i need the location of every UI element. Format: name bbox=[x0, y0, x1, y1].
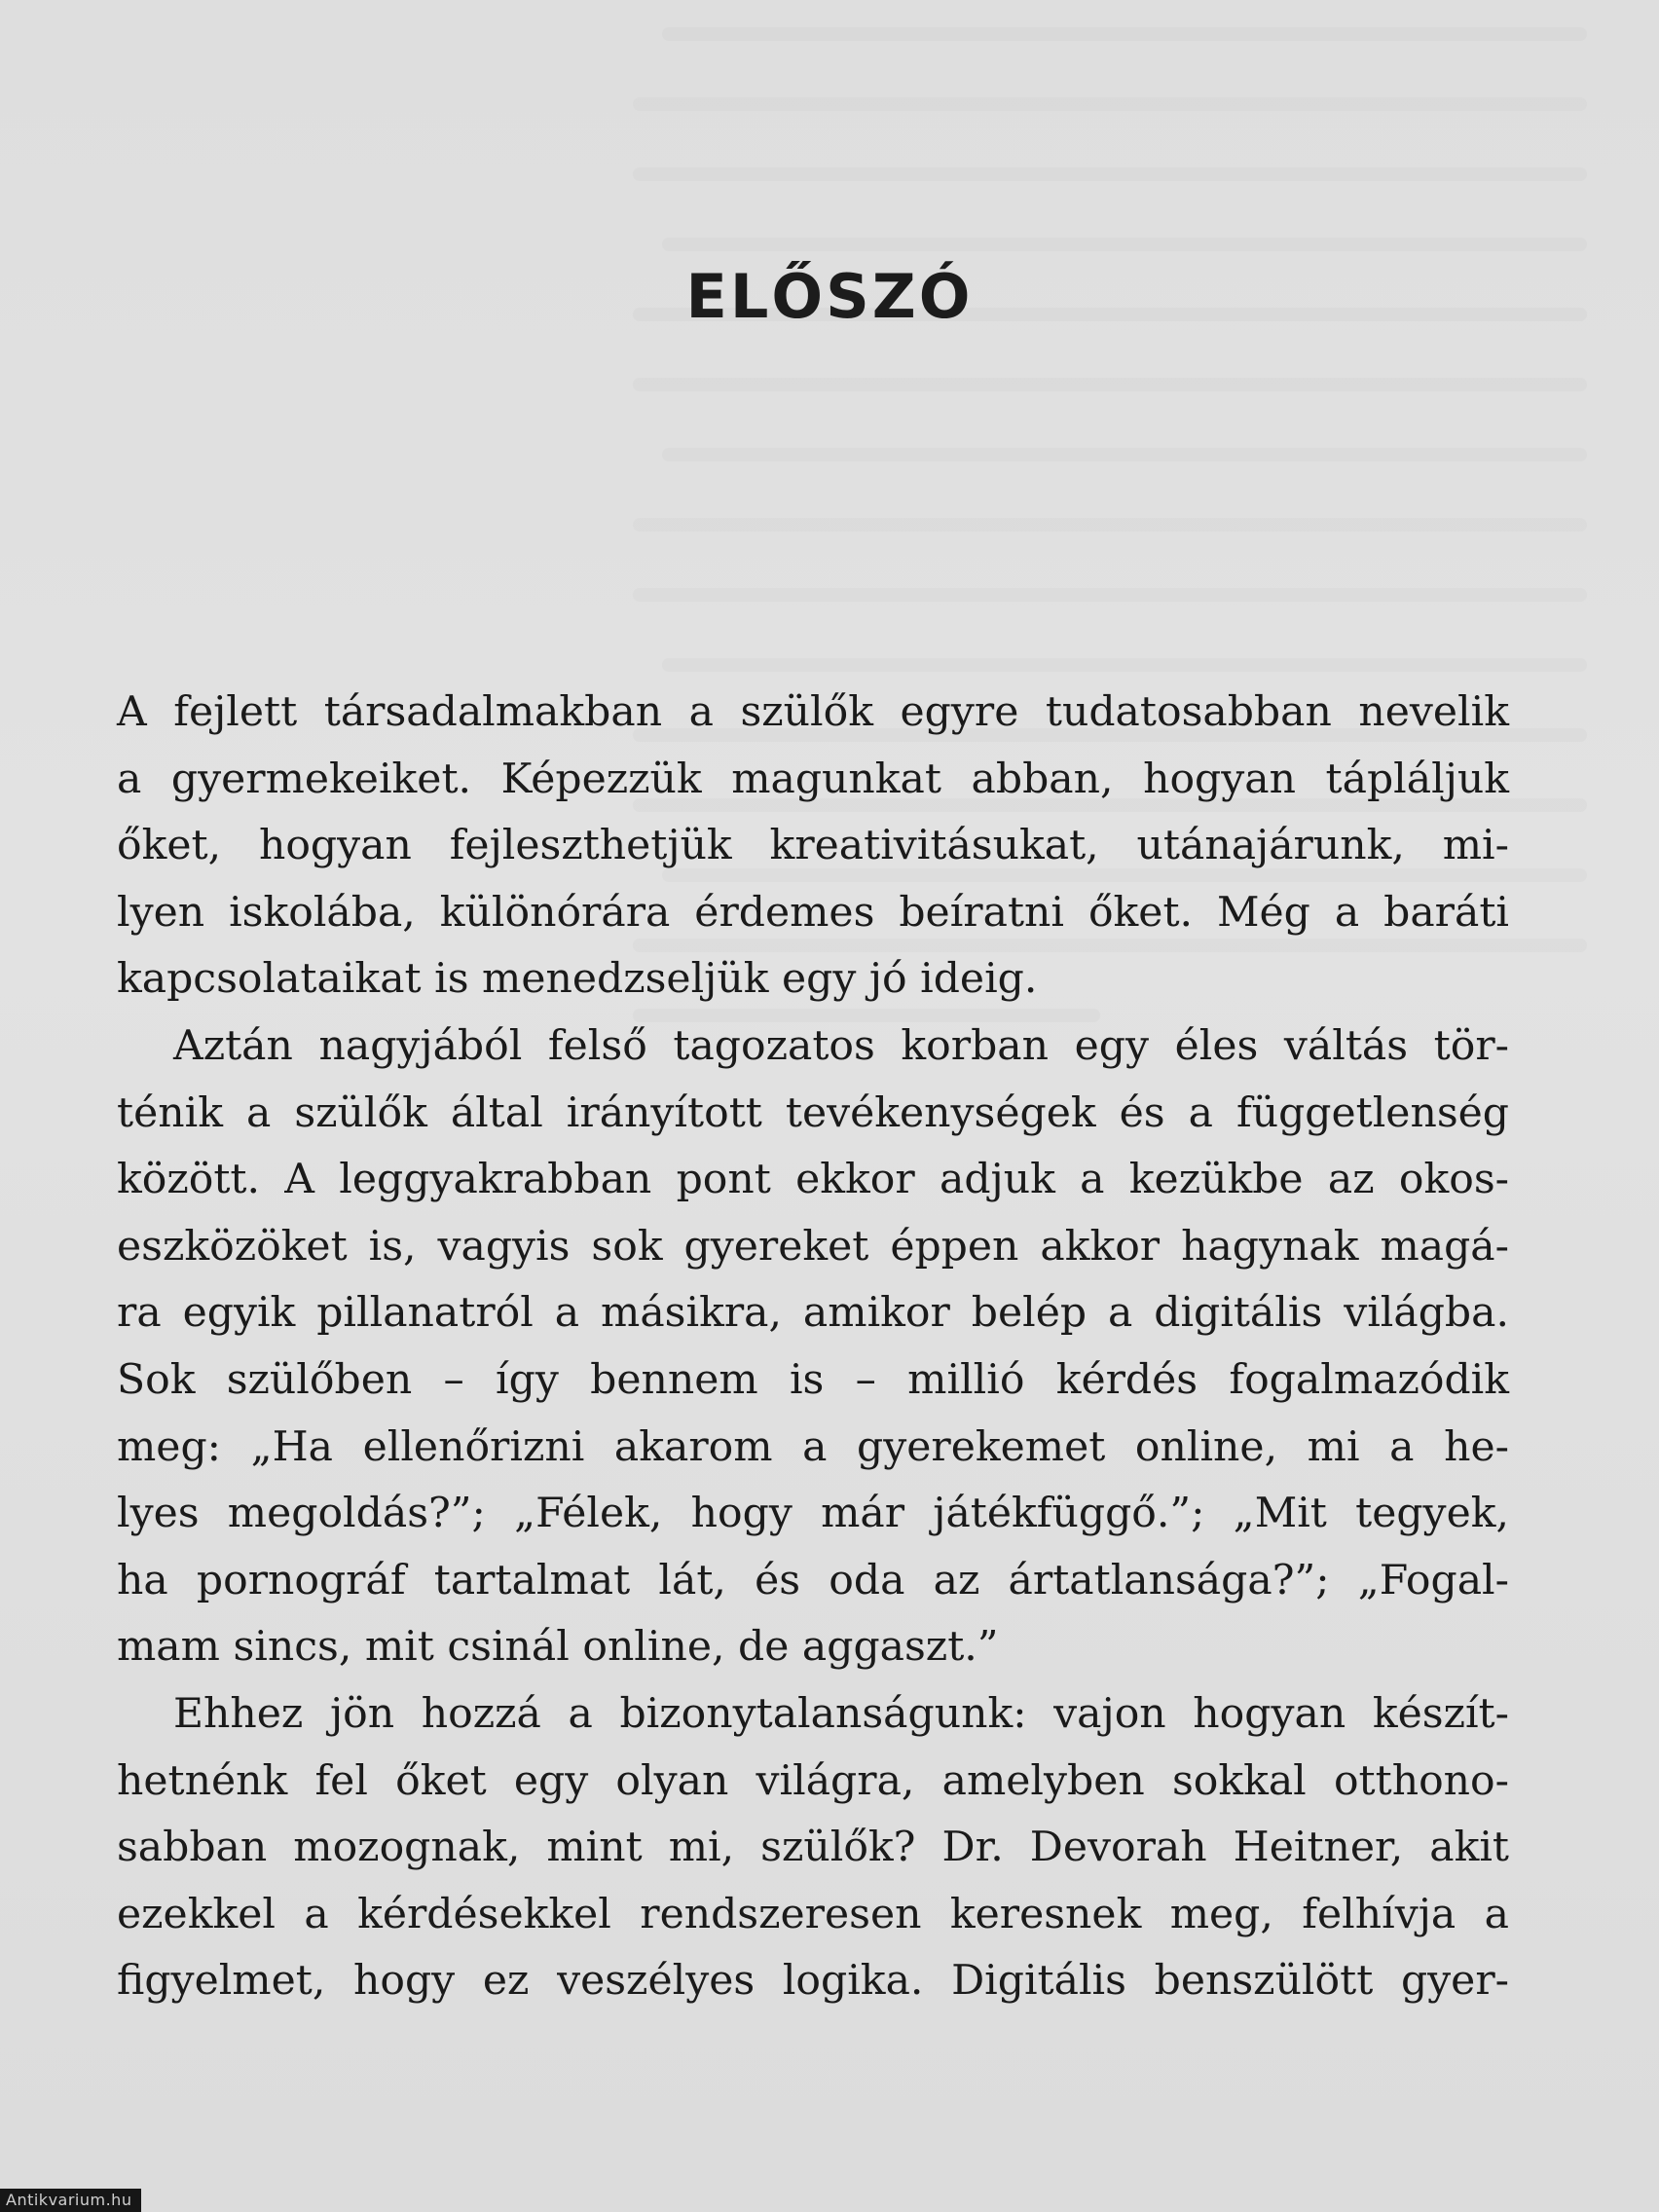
show-through-line bbox=[662, 448, 1587, 461]
text-line: a gyermekeiket. Képezzük magunkat abban, hogyan tápláljuk bbox=[117, 755, 1509, 803]
text-line: Aztán nagyjából felső tagozatos korban egy éles váltás tör- bbox=[173, 1021, 1509, 1070]
show-through-line bbox=[662, 658, 1587, 672]
text-line: ténik a szülők által irányított tevékenységek és a függetlenség bbox=[117, 1088, 1509, 1137]
text-line: A fejlett társadalmakban a szülők egyre tudatosabban nevelik bbox=[117, 688, 1509, 736]
text-line: Sok szülőben – így bennem is – millió kérdés fogalmazódik bbox=[117, 1355, 1509, 1404]
show-through-line bbox=[633, 97, 1587, 111]
text-line: meg: „Ha ellenőrizni akarom a gyerekemet online, mi a he- bbox=[117, 1422, 1509, 1471]
text-line: mam sincs, mit csinál online, de aggaszt.” bbox=[117, 1623, 999, 1672]
show-through-line bbox=[633, 588, 1587, 602]
text-line: lyes megoldás?”; „Félek, hogy már játékfüggő.”; „Mit tegyek, bbox=[117, 1490, 1509, 1538]
show-through-line bbox=[633, 167, 1587, 181]
show-through-line bbox=[662, 238, 1587, 251]
paragraph bbox=[117, 680, 1509, 1014]
text-line: lyen iskolába, különórára érdemes beíratni őket. Még a baráti bbox=[117, 888, 1509, 937]
text-line: figyelmet, hogy ez veszélyes logika. Digitális benszülött gyer- bbox=[117, 1957, 1509, 2006]
show-through-line bbox=[633, 378, 1587, 391]
text-line: között. A leggyakrabban pont ekkor adjuk a kezükbe az okos- bbox=[117, 1156, 1509, 1204]
show-through-line bbox=[633, 518, 1587, 532]
text-line: őket, hogyan fejleszthetjük kreativitásukat, utánajárunk, mi- bbox=[117, 822, 1509, 870]
text-line: hetnénk fel őket egy olyan világra, amelyben sokkal otthono- bbox=[117, 1756, 1509, 1805]
chapter-title: ELŐSZÓ bbox=[685, 261, 974, 332]
text-line: ezekkel a kérdésekkel rendszeresen keresnek meg, felhívja a bbox=[117, 1890, 1509, 1938]
body-text bbox=[117, 680, 1509, 2015]
text-line: eszközöket is, vagyis sok gyereket éppen akkor hagynak magá- bbox=[117, 1222, 1509, 1271]
paragraph bbox=[117, 1014, 1509, 1681]
text-line: ha pornográf tartalmat lát, és oda az ártatlansága?”; „Fogal- bbox=[117, 1556, 1509, 1604]
text-line: Ehhez jön hozzá a bizonytalanságunk: vajon hogyan készít- bbox=[173, 1689, 1509, 1738]
show-through-line bbox=[662, 27, 1587, 41]
text-line: ra egyik pillanatról a másikra, amikor belép a digitális világba. bbox=[117, 1289, 1509, 1338]
text-line: sabban mozognak, mint mi, szülők? Dr. Devorah Heitner, akit bbox=[117, 1824, 1509, 1872]
paragraph bbox=[117, 1681, 1509, 2015]
watermark-label: Antikvarium.hu bbox=[0, 2189, 141, 2212]
text-line: kapcsolataikat is menedzseljük egy jó ideig. bbox=[117, 955, 1038, 1004]
